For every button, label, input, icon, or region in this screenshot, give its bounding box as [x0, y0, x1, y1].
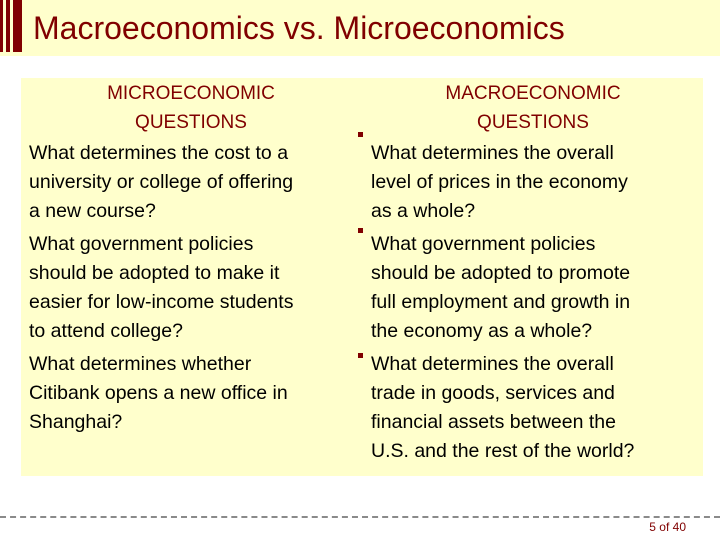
micro-column — [21, 78, 361, 441]
slide-title: Macroeconomics vs. Microeconomics — [33, 10, 565, 46]
macro-question — [363, 350, 703, 466]
page-number — [649, 520, 686, 534]
question-line: Citibank opens a new office in — [29, 382, 288, 404]
question-line: a new course? — [29, 200, 156, 222]
question-line: Shanghai? — [29, 411, 123, 433]
title-accent-bar — [6, 0, 10, 52]
question-line: to attend college? — [29, 320, 183, 342]
question-line: What government policies — [371, 233, 596, 255]
question-line: should be adopted to make it — [29, 262, 280, 284]
question-line: What determines the overall — [371, 353, 614, 375]
macro-question — [363, 230, 703, 346]
macro-heading-line: QUESTIONS — [477, 112, 589, 133]
micro-question — [21, 230, 361, 346]
title-accent-bar — [0, 0, 3, 52]
micro-heading-line: MICROECONOMIC — [107, 83, 275, 104]
question-line: trade in goods, services and — [371, 382, 615, 404]
question-line: university or college of offering — [29, 171, 294, 193]
question-line: the economy as a whole? — [371, 320, 593, 342]
question-line: What determines whether — [29, 353, 252, 375]
question-line: as a whole? — [371, 200, 476, 222]
question-line: easier for low-income students — [29, 291, 294, 313]
question-line: level of prices in the economy — [371, 171, 628, 193]
question-line: What determines the overall — [371, 142, 614, 164]
page-total: of 40 — [659, 520, 686, 534]
macro-question — [363, 139, 703, 226]
question-line: What determines the cost to a — [29, 142, 289, 164]
question-line: should be adopted to promote — [371, 262, 631, 284]
macro-column — [363, 78, 703, 470]
page-current: 5 — [649, 520, 656, 534]
question-line: What government policies — [29, 233, 254, 255]
micro-heading-line: QUESTIONS — [135, 112, 247, 133]
micro-question — [21, 139, 361, 226]
question-line: financial assets between the — [371, 411, 616, 433]
title-bar — [0, 0, 720, 56]
question-line: full employment and growth in — [371, 291, 631, 313]
macro-heading — [363, 78, 703, 139]
micro-question — [21, 350, 361, 437]
comparison-table — [21, 78, 703, 476]
question-line: U.S. and the rest of the world? — [371, 440, 635, 462]
footer-divider — [0, 516, 720, 518]
title-accent-bar — [13, 0, 22, 52]
macro-heading-line: MACROECONOMIC — [445, 83, 621, 104]
micro-heading — [21, 78, 361, 139]
